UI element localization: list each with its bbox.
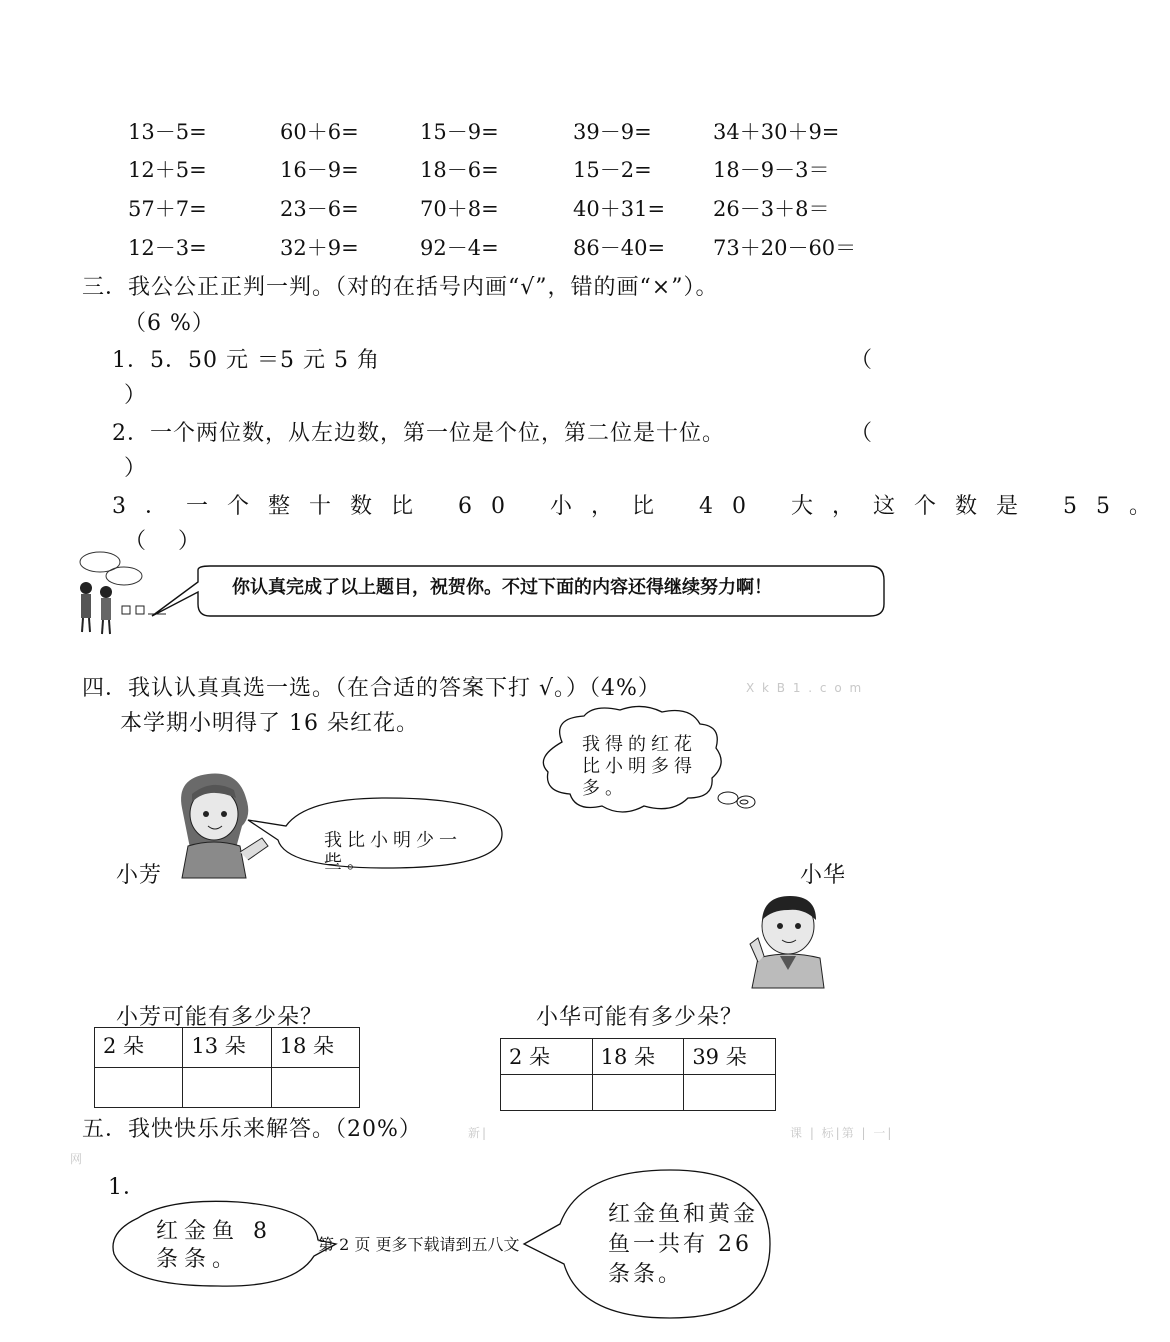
calc-item: 12－3= — [128, 236, 207, 260]
answer-cell[interactable] — [183, 1068, 271, 1108]
boy-illustration — [744, 890, 830, 990]
judge-item-2: 2．一个两位数，从左边数，第一位是个位，第二位是十位。 — [112, 421, 725, 446]
option-cell: 13 朵 — [183, 1028, 271, 1068]
calc-item: 92－4= — [420, 236, 499, 260]
answer-paren[interactable]: （ ） — [124, 529, 201, 554]
watermark: 课 | 标|第 | 一| — [790, 1126, 894, 1140]
speech-bubble-left-text: 红金鱼 8 条条。 — [156, 1219, 273, 1272]
watermark: 网 — [70, 1152, 85, 1166]
calc-item: 39－9= — [573, 120, 652, 144]
calc-item: 23－6= — [280, 197, 359, 221]
encourage-text: 你认真完成了以上题目，祝贺你。不过下面的内容还得继续努力啊！ — [232, 577, 772, 598]
calc-item: 73＋20－60＝ — [713, 236, 857, 260]
calc-item: 40＋31= — [573, 197, 666, 221]
page-footer: 第 2 页 更多下载请到五八文 — [318, 1235, 520, 1254]
option-cell: 2 朵 — [501, 1039, 593, 1075]
option-cell: 39 朵 — [684, 1039, 776, 1075]
answer-paren-close[interactable]: ） — [124, 383, 148, 408]
section3-title: 三．我公公正正判一判。（对的在括号内画“√”，错的画“×”）。 — [82, 275, 719, 300]
answer-cell[interactable] — [271, 1068, 359, 1108]
section4-title: 四．我认认真真选一选。（在合适的答案下打 √。）（4%） — [82, 676, 661, 701]
speech-bubble-text: 我比小明少一些。 — [324, 830, 462, 873]
answer-cell[interactable] — [501, 1075, 593, 1111]
answer-cell[interactable] — [95, 1068, 183, 1108]
options-table-xiaofang — [94, 1027, 360, 1108]
answer-paren-open[interactable]: （ — [850, 348, 874, 373]
question-xiaohua: 小华可能有多少朵？ — [536, 1005, 744, 1030]
answer-cell[interactable] — [684, 1075, 776, 1111]
question-xiaofang: 小芳可能有多少朵？ — [116, 1005, 324, 1030]
name-xiaofang: 小芳 — [116, 863, 163, 888]
calc-item: 32＋9= — [280, 236, 359, 260]
watermark: 新| — [468, 1126, 489, 1140]
answer-cell[interactable] — [592, 1075, 684, 1111]
calc-item: 34＋30＋9= — [713, 120, 840, 144]
calc-item: 86－40= — [573, 236, 666, 260]
calc-item: 15－9= — [420, 120, 499, 144]
judge-item-1: 1．5．50 元 ＝5 元 5 角 — [112, 348, 380, 373]
problem-number: 1． — [108, 1175, 146, 1200]
calc-item: 18－6= — [420, 158, 499, 182]
calc-item: 18－9－3＝ — [713, 158, 830, 182]
calc-item: 60＋6= — [280, 120, 359, 144]
option-cell: 18 朵 — [592, 1039, 684, 1075]
section5-title: 五．我快快乐乐来解答。（20%） — [82, 1117, 422, 1142]
section4-intro: 本学期小明得了 16 朵红花。 — [120, 711, 419, 736]
options-table-xiaohua — [500, 1038, 776, 1111]
section3-score: （6 %） — [124, 311, 215, 336]
calc-item: 15－2= — [573, 158, 652, 182]
judge-item-3: 3．一个整十数比 60 小，比 40 大，这个数是 55。 — [112, 494, 1170, 519]
name-xiaohua: 小华 — [800, 863, 847, 888]
option-cell: 2 朵 — [95, 1028, 183, 1068]
answer-paren-close[interactable]: ） — [124, 456, 148, 481]
speech-bubble-right-text: 红金鱼和黄金鱼一共有 26 条条。 — [608, 1202, 759, 1287]
calc-item: 16－9= — [280, 158, 359, 182]
calc-item: 70＋8= — [420, 197, 499, 221]
calc-item: 26－3＋8＝ — [713, 197, 830, 221]
calc-item: 12＋5= — [128, 158, 207, 182]
option-cell: 18 朵 — [271, 1028, 359, 1068]
thought-bubble-text: 我得的红花比小明多得多。 — [582, 734, 697, 799]
calc-item: 57＋7= — [128, 197, 207, 221]
calc-item: 13－5= — [128, 120, 207, 144]
watermark: X k B 1 . c o m — [746, 681, 864, 695]
answer-paren-open[interactable]: （ — [850, 421, 874, 446]
